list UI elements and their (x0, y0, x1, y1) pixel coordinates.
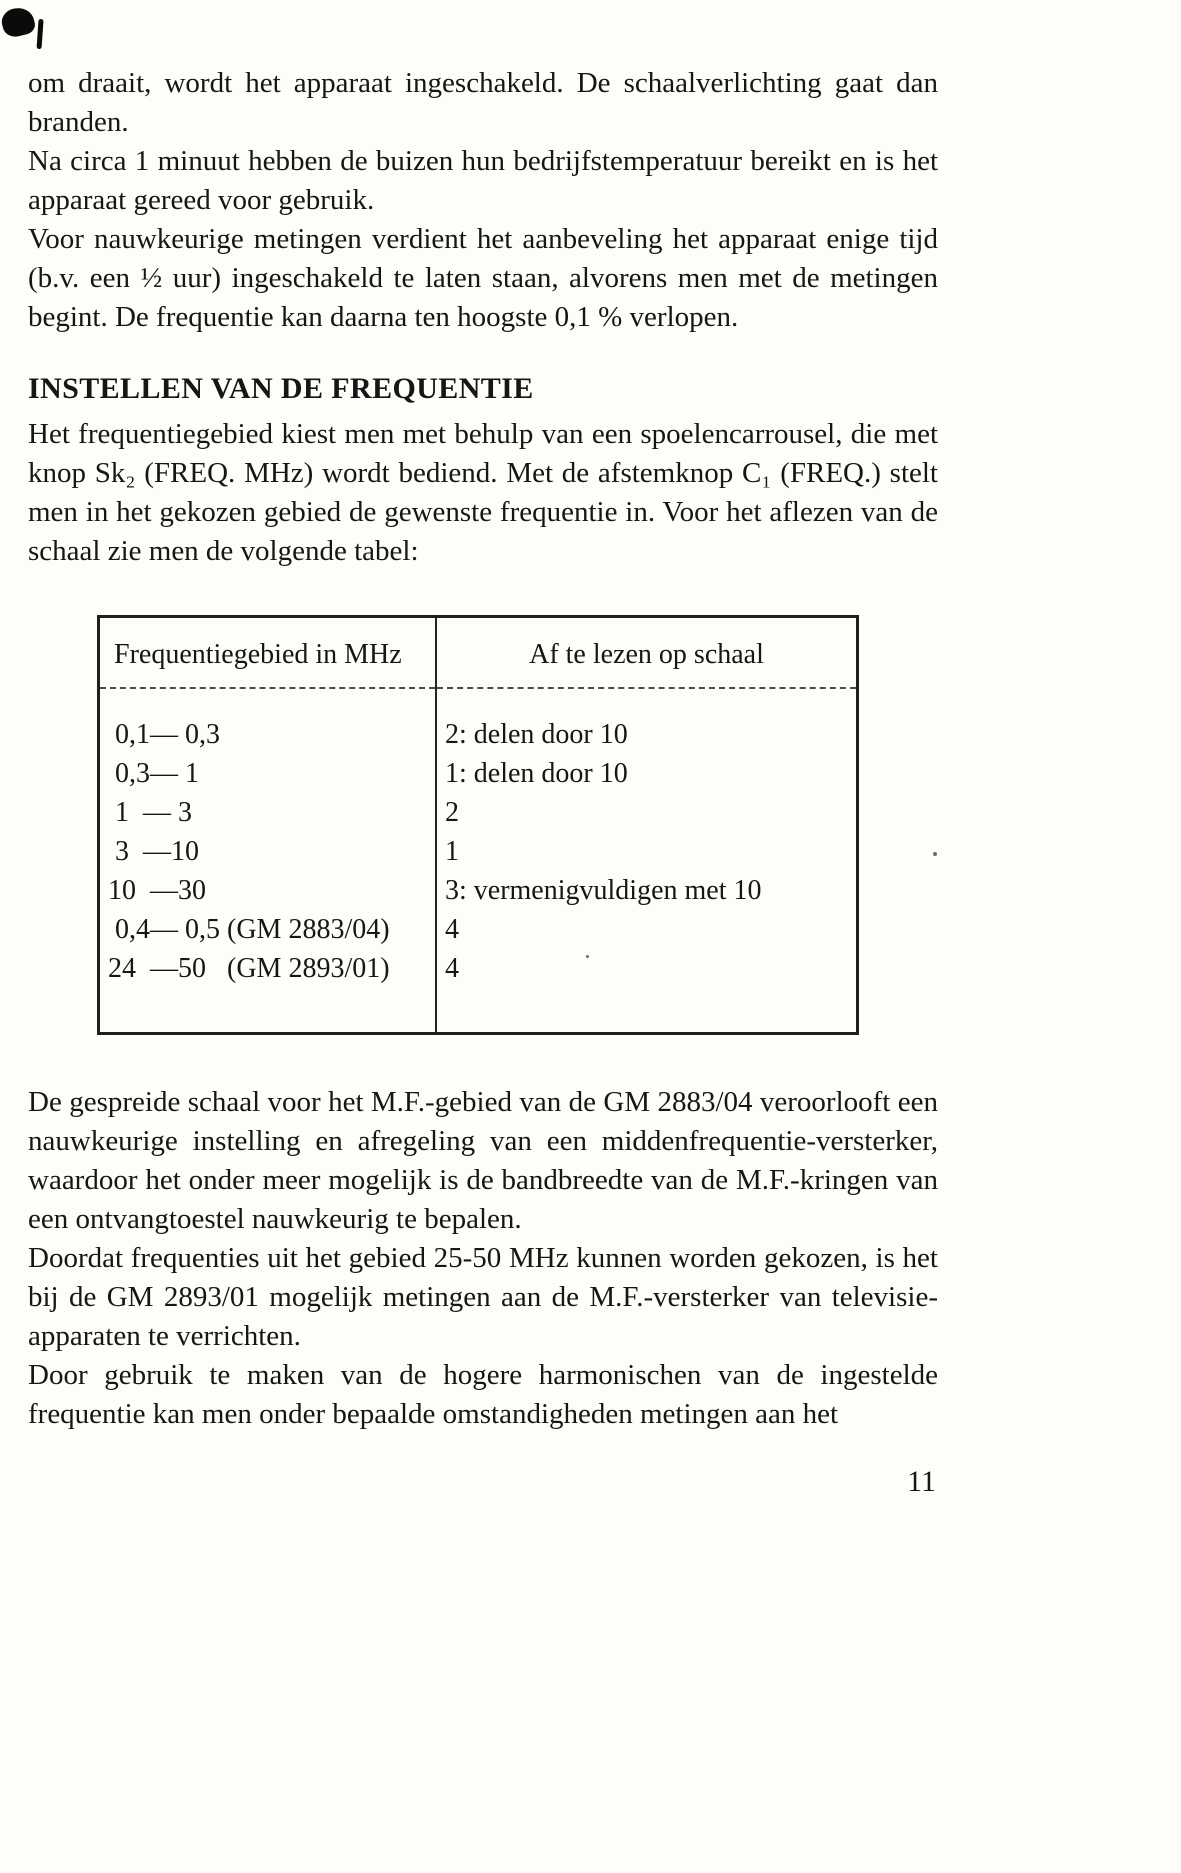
paragraph-frequency-setting: Het frequentiegebied kiest men met behulp van een spoelencarrousel, die met knop Sk₂ (FREQ. MHz) wordt bediend. Met de afstemknop C₁ (FREQ.) stelt men in het gekozen gebied de gewenste frequentie in. Voor het aflezen van de schaal zie men de volgende tabel: (28, 418, 938, 567)
page-number: 11 (907, 1465, 936, 1498)
cell-frequency-range: 1 — 3 (99, 793, 437, 832)
paragraph-tv-if: Doordat frequenties uit het gebied 25-50 MHz kunnen worden gekozen, is het bij de GM 2893/01 mogelijk metingen aan de M.F.-versterker van televisie-apparaten te verrichten. (28, 1242, 938, 1352)
cell-scale-reading: 3: vermenigvuldigen met 10 (445, 875, 762, 906)
frequency-table (97, 615, 859, 1035)
paragraph-warmup: Na circa 1 minuut hebben de buizen hun bedrijfstemperatuur bereikt en is het apparaat gereed voor gebruik. (28, 145, 938, 216)
cell-frequency-range: 0,3— 1 (99, 754, 437, 793)
cell-scale-reading: 1 (445, 836, 459, 867)
paragraph-power-on: om draait, wordt het apparaat ingeschakeld. De schaalverlichting gaat dan branden. (28, 67, 938, 138)
table-row (99, 910, 858, 949)
cell-scale-reading: 2 (445, 797, 459, 828)
table-header-row (99, 617, 858, 689)
table-row (99, 871, 858, 910)
table-row (99, 832, 858, 871)
cell-frequency-range: 10 —30 (99, 871, 437, 910)
paragraph-harmonics: Door gebruik te maken van de hogere harmonischen van de ingestelde frequentie kan men onder bepaalde omstandigheden metingen aan het (28, 1359, 938, 1430)
cell-frequency-range: 24 —50 (GM 2893/01) (99, 949, 437, 1034)
section-heading: INSTELLEN VAN DE FREQUENTIE (28, 372, 534, 405)
table-row (99, 754, 858, 793)
table-row (99, 793, 858, 832)
ink-smudge (0, 5, 37, 40)
header-scale-reading: Af te lezen op schaal (436, 617, 858, 689)
cell-scale-reading: 4 (445, 953, 459, 984)
cell-scale-reading: 2: delen door 10 (445, 719, 628, 750)
cell-frequency-range: 0,1— 0,3 (99, 688, 437, 754)
cell-frequency-range: 0,4— 0,5 (GM 2883/04) (99, 910, 437, 949)
table-row (99, 688, 858, 754)
paragraph-mf-scale: De gespreide schaal voor het M.F.-gebied van de GM 2883/04 veroorlooft een nauwkeurige instelling en afregeling van een middenfrequentie-versterker, waardoor het onder meer mogelijk is de bandbreedte van de M.F.-kringen van een ontvangtoestel nauwkeurig te bepalen. (28, 1086, 938, 1235)
cell-scale-reading: 4 (445, 914, 459, 945)
cell-frequency-range: 3 —10 (99, 832, 437, 871)
table-row (99, 949, 858, 1034)
header-frequency-range: Frequentiegebied in MHz (99, 617, 437, 689)
paragraph-accuracy: Voor nauwkeurige metingen verdient het aanbeveling het apparaat enige tijd (b.v. een ½ uur) ingeschakeld te laten staan, alvorens men met de metingen begint. De frequentie kan daarna ten hoogste 0,1 % verlopen. (28, 223, 938, 333)
page-content (28, 64, 938, 1501)
cell-scale-reading: 1: delen door 10 (445, 758, 628, 789)
